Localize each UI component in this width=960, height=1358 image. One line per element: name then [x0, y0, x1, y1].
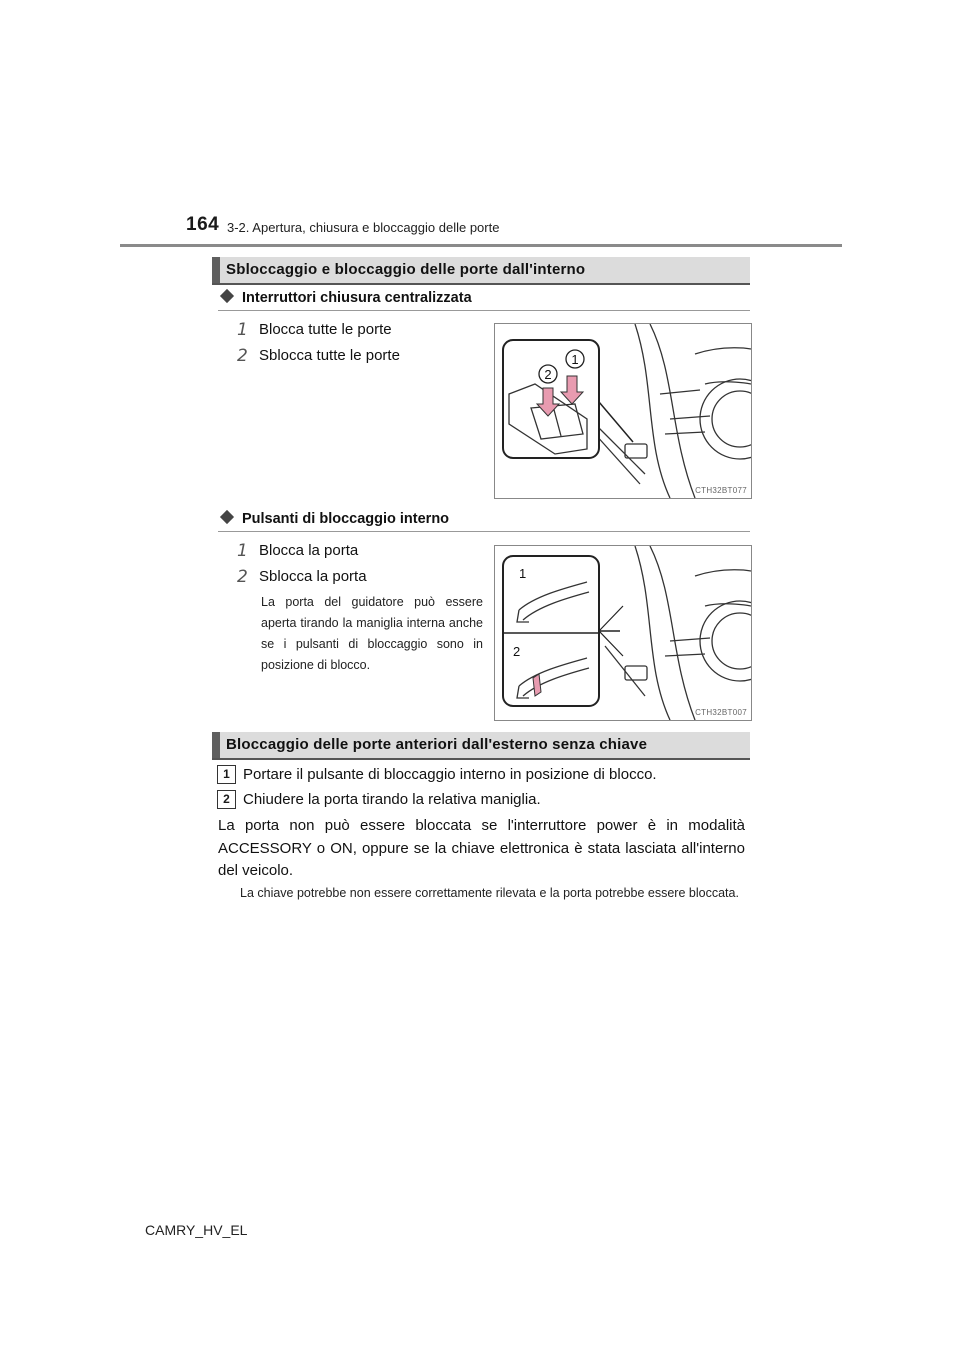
- page-number: 164: [186, 214, 220, 235]
- section-title: Bloccaggio delle porte anteriori dall'esterno senza chiave: [226, 736, 648, 753]
- subheading-text: Interruttori chiusura centralizzata: [242, 290, 472, 306]
- subheading-divider: [218, 310, 750, 311]
- step-number-box: 1: [217, 765, 236, 784]
- list-item: [237, 567, 367, 587]
- item-number: 1: [237, 320, 248, 340]
- caution-note: La chiave potrebbe non essere correttamente rilevata e la porta potrebbe essere bloccata.: [240, 886, 739, 900]
- item-number: 2: [237, 346, 248, 366]
- section-header-keyless-locking: [212, 732, 750, 760]
- item-text: Sblocca tutte le porte: [259, 347, 400, 364]
- diamond-bullet-icon: [220, 510, 234, 524]
- subheading-central-locking: [218, 290, 472, 306]
- illustration-door-switch: [495, 324, 751, 498]
- body-paragraph: La porta non può essere bloccata se l'interruttore power è in modalità ACCESSORY o ON, oppure se la chiave elettronica è stata lasciata all'interno del veicolo.: [218, 817, 745, 879]
- diamond-bullet-icon: [220, 289, 234, 303]
- callout-label: 1: [571, 352, 579, 367]
- callout-label: 1: [519, 566, 527, 581]
- list-item: [237, 346, 400, 366]
- item-text: Sblocca la porta: [259, 568, 367, 585]
- subheading-text: Pulsanti di bloccaggio interno: [242, 511, 450, 527]
- document-code: CAMRY_HV_EL: [145, 1222, 248, 1238]
- section-title: Sbloccaggio e bloccaggio delle porte dall'interno: [226, 261, 586, 278]
- figure-central-locking-switch: [494, 323, 752, 499]
- callout-label: 2: [544, 367, 552, 382]
- illustration-lock-button: [495, 546, 751, 720]
- item-text: Blocca la porta: [259, 542, 359, 559]
- section-accent: [212, 257, 220, 283]
- figure-code: CTH32BT077: [695, 486, 747, 495]
- step-text: Chiudere la porta tirando la relativa maniglia.: [243, 791, 541, 808]
- step-text: Portare il pulsante di bloccaggio interno in posizione di blocco.: [243, 766, 657, 783]
- item-number: 2: [237, 567, 248, 587]
- item-number: 1: [237, 541, 248, 561]
- section-header-interior-locking: [212, 257, 750, 285]
- subheading-divider: [218, 531, 750, 532]
- list-item: [237, 541, 358, 561]
- chapter-title: 3-2. Apertura, chiusura e bloccaggio delle porte: [227, 220, 500, 235]
- item-text: Blocca tutte le porte: [259, 321, 392, 338]
- header-divider: [120, 244, 842, 247]
- figure-code: CTH32BT007: [695, 708, 747, 717]
- step-number-box: 2: [217, 790, 236, 809]
- callout-label: 2: [513, 644, 521, 659]
- note-text: La porta del guidatore può essere aperta tirando la maniglia interna anche se i pulsanti di bloccaggio sono in posizione di blocco.: [261, 595, 483, 672]
- figure-lock-buttons: [494, 545, 752, 721]
- list-item: [237, 320, 392, 340]
- subheading-lock-buttons: [218, 511, 449, 527]
- section-accent: [212, 732, 220, 758]
